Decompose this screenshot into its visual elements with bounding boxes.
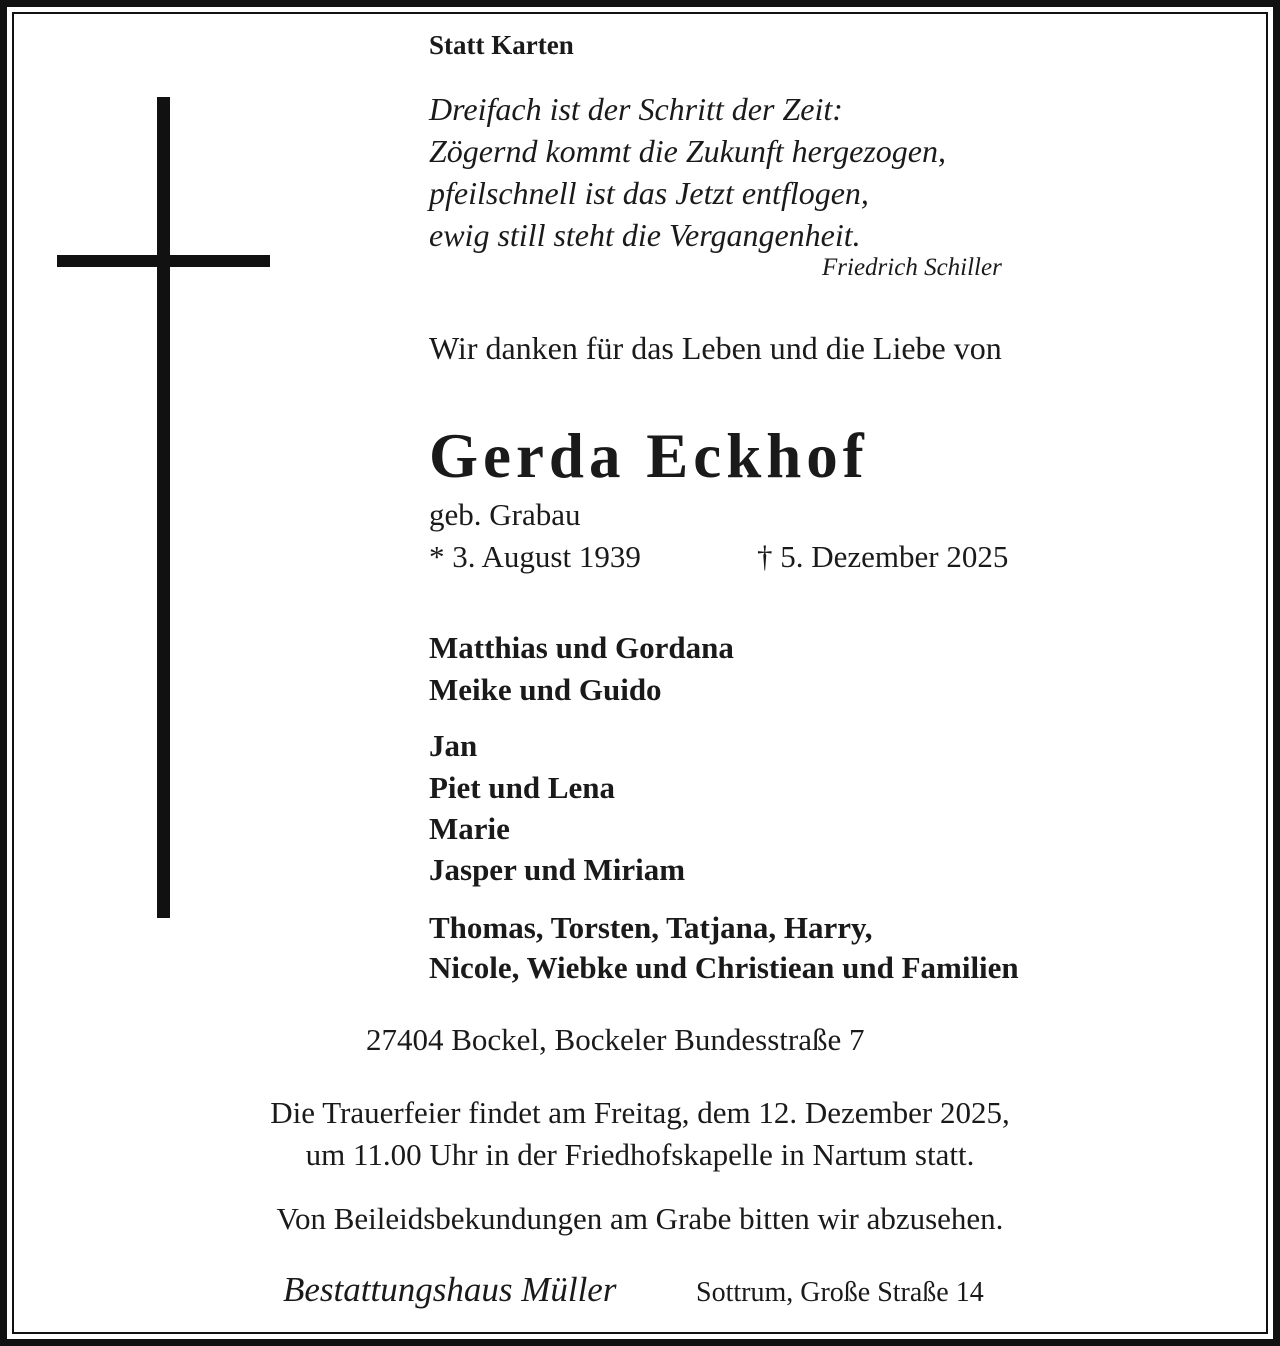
poem-line: ewig still steht die Vergangenheit. — [429, 217, 861, 253]
undertaker-address: Sottrum, Große Straße 14 — [696, 1277, 984, 1308]
service-line: Die Trauerfeier findet am Freitag, dem 12. Dezember 2025, — [270, 1095, 1010, 1130]
condolences-note: Von Beileidsbekundungen am Grabe bitten wir abzusehen. — [276, 1201, 1004, 1236]
poem — [429, 88, 946, 256]
family-member: Jasper und Miriam — [429, 852, 686, 887]
cross-icon-horizontal — [57, 255, 270, 267]
family-member: Jan — [429, 728, 478, 763]
poem-line: Dreifach ist der Schritt der Zeit: — [429, 91, 843, 127]
service-line: um 11.00 Uhr in der Friedhofskapelle in Nartum statt. — [305, 1137, 975, 1172]
deceased-name: Gerda Eckhof — [429, 421, 869, 491]
birth-date: * 3. August 1939 — [429, 539, 641, 574]
thanks-text: Wir danken für das Leben und die Liebe von — [429, 330, 1002, 366]
family-member: Piet und Lena — [429, 770, 616, 805]
death-date: † 5. Dezember 2025 — [757, 539, 1009, 574]
poem-line: Zögernd kommt die Zukunft hergezogen, — [429, 133, 946, 169]
family-member: Nicole, Wiebke und Christiean und Familien — [429, 950, 1019, 985]
poem-author: Friedrich Schiller — [822, 254, 1002, 281]
cross-icon-vertical — [157, 97, 170, 918]
statt-karten-heading: Statt Karten — [429, 30, 574, 60]
family-member: Meike und Guido — [429, 672, 662, 707]
family-member: Matthias und Gordana — [429, 630, 734, 665]
undertaker-name: Bestattungshaus Müller — [283, 1270, 617, 1309]
mourning-address: 27404 Bockel, Bockeler Bundesstraße 7 — [366, 1022, 865, 1057]
maiden-name: geb. Grabau — [429, 497, 581, 532]
service-info — [0, 1092, 1280, 1176]
family-member: Thomas, Torsten, Tatjana, Harry, — [429, 910, 873, 945]
family-member: Marie — [429, 811, 510, 846]
poem-line: pfeilschnell ist das Jetzt entflogen, — [429, 175, 869, 211]
